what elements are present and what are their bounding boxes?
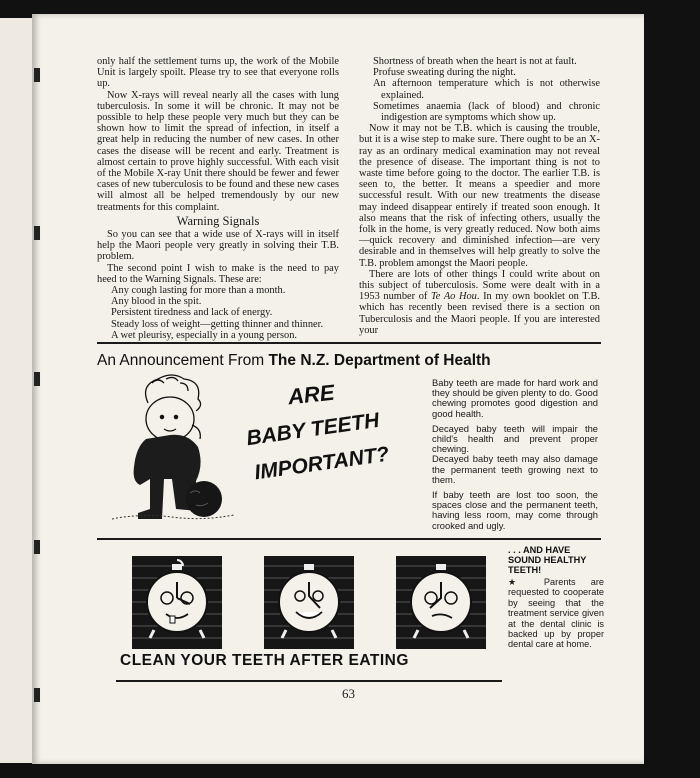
sidebar-title: . . . AND HAVE SOUND HEALTHY TEETH! bbox=[508, 545, 587, 575]
section-heading: Warning Signals bbox=[176, 213, 260, 228]
paragraph: Now it may not be T.B. which is causing the trouble, but it is a wise step to make sure. There ought to be an X-ray as an ordinary medical examination may not reveal the presence of disease. The important thing is not to waste time before going to the doctor. The earlier T.B. is seen to, the better. It means a speedier and more successful result. With our new treatments the disease may indeed disappear entirely if treated soon enough. It also means that the risk of infecting others, usually the folk in the home, is very greatly reduced. Now both aims—quick recovery and diminished infection—are very desirable and in themselves will help greatly to solve the T.B. problem amongst the Maori people. bbox=[359, 123, 600, 269]
paragraph: only half the settlement turns up, the work of the Mobile Unit is largely spoilt. Please try to see that everyone rolls up. bbox=[97, 56, 339, 90]
paragraph bbox=[359, 269, 600, 336]
binding-stitch bbox=[34, 540, 40, 554]
article-column-left bbox=[97, 56, 339, 341]
binding-stitch bbox=[34, 372, 40, 386]
article-column-right bbox=[359, 56, 600, 336]
paragraph: So you can see that a wide use of X-rays will in itself help the Maori people very greatly in solving their T.B. problem. bbox=[97, 229, 339, 263]
sidebar-text: ★ Parents are requested to cooperate by seeing that the treatment service given at the dental clinic is backed up by proper dental care at home. bbox=[508, 577, 604, 650]
publication-title: Te Ao Hou bbox=[430, 291, 477, 303]
binding-stitch bbox=[34, 226, 40, 240]
ad-paragraph: Decayed baby teeth will impair the child's health and prevent proper chewing. bbox=[432, 422, 598, 455]
list-item: Persistent tiredness and lack of energy. bbox=[111, 307, 273, 319]
headline-line: BABY TEETH bbox=[244, 408, 381, 451]
headline-line: ARE bbox=[286, 379, 336, 410]
ad-paragraph: If baby teeth are lost too soon, the spaces close and the permanent teeth, having less room, may come through crooked and ugly. bbox=[432, 489, 598, 531]
ad-paragraph: Baby teeth are made for hard work and they should be given plenty to do. Good chewing promotes good digestion and good health. bbox=[432, 377, 598, 419]
paragraph: The second point I wish to make is the need to pay heed to the Warning Signals. These are: bbox=[97, 262, 339, 285]
ad-paragraph: Decayed baby teeth may also damage the permanent teeth growing next to them. bbox=[432, 453, 598, 485]
clock-illustration-panel bbox=[396, 556, 486, 649]
announcement-banner bbox=[97, 352, 607, 370]
ad-headline bbox=[240, 380, 430, 500]
divider-rule bbox=[97, 538, 601, 540]
warning-signals-list bbox=[97, 285, 339, 341]
headline-line: IMPORTANT? bbox=[252, 442, 391, 485]
alarm-clock-icon bbox=[264, 556, 354, 649]
list-item: Any cough lasting for more than a month. bbox=[111, 285, 286, 297]
clock-illustration-panel bbox=[132, 556, 222, 649]
list-item: Sometimes anaemia (lack of blood) and chronic indigestion are symptoms which show up. bbox=[373, 100, 600, 124]
divider-rule bbox=[116, 680, 502, 682]
alarm-clock-icon bbox=[396, 556, 486, 649]
paragraph: Now X-rays will reveal nearly all the cases with lung tuberculosis. In some it will be chronic. It may not be possible to help these people very much but they can be shown how to limit the spread of infection, in itself a great help in reducing the number of new cases. In other cases the disease will be recent and early. Treatment is almost certain to prove highly successful. With each visit of the Mobile X-ray Unit there should be fewer and fewer cases of new tuberculosis to be found and these new cases will almost all be helped tremendously by our new treatments for this complaint. bbox=[97, 89, 339, 213]
list-item: A wet pleurisy, especially in a young person. bbox=[111, 329, 298, 341]
divider-rule bbox=[97, 342, 601, 344]
clock-illustration-panel bbox=[264, 556, 354, 649]
binding-stitch bbox=[34, 68, 40, 82]
call-to-action: CLEAN YOUR TEETH AFTER EATING bbox=[120, 652, 409, 669]
list-item: Steady loss of weight—getting thinner and thinner. bbox=[111, 318, 324, 330]
warning-signals-list-continued bbox=[359, 56, 600, 123]
text-run: There are lots of other things I could write about on this subject of tuberculosis. Some were dealt with in a 1953 number of bbox=[359, 268, 600, 303]
ad-body-text bbox=[432, 378, 598, 536]
department-name: The N.Z. Department of Health bbox=[268, 352, 491, 369]
list-item: Any blood in the spit. bbox=[111, 296, 202, 308]
list-item: Shortness of breath when the heart is not at fault. bbox=[373, 56, 577, 67]
alarm-clock-icon bbox=[132, 556, 222, 649]
binding-stitch bbox=[34, 688, 40, 702]
list-item: Profuse sweating during the night. bbox=[373, 67, 516, 79]
page-number: 63 bbox=[342, 686, 355, 701]
baby-illustration bbox=[108, 373, 236, 528]
list-item: An afternoon temperature which is not otherwise explained. bbox=[373, 78, 600, 101]
text-run: . In my own booklet on T.B. which has recently been revised there is a section on Tuberculosis and the Maori people. If you are interested your bbox=[359, 291, 600, 336]
announcement-prefix: An Announcement From bbox=[97, 352, 265, 369]
